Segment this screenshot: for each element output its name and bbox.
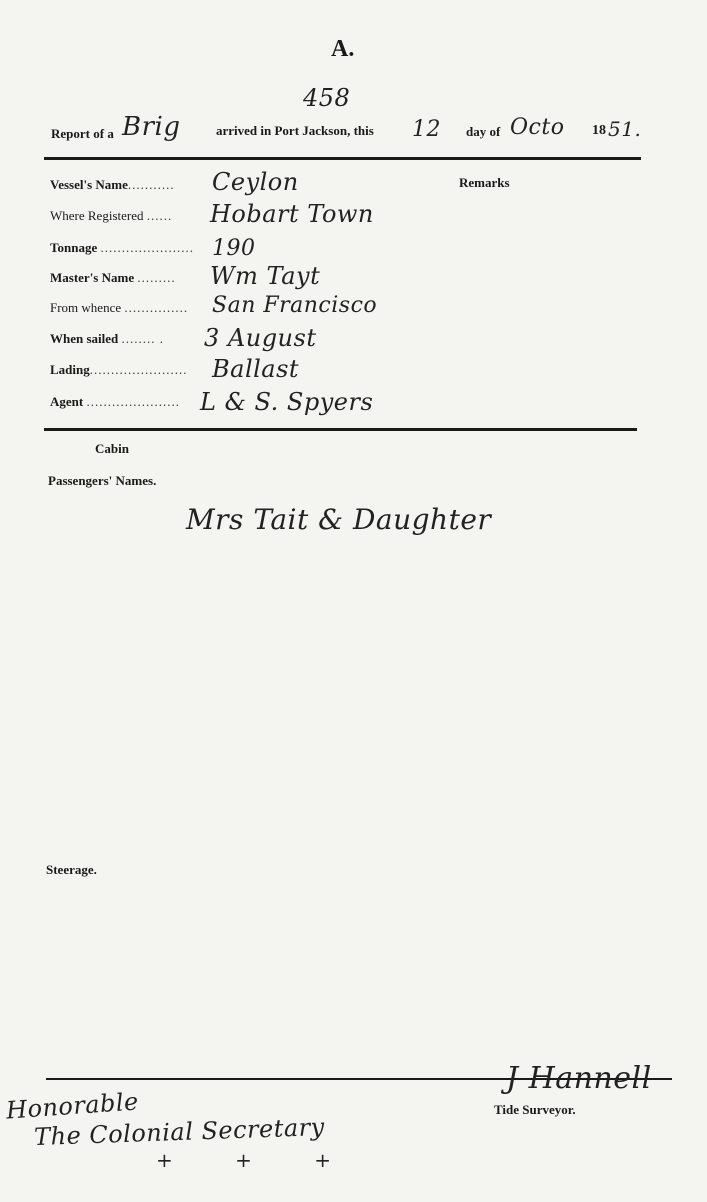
day-of-label: day of [466, 124, 501, 139]
form-letter: A. [331, 36, 355, 62]
remarks-label: Remarks [459, 175, 510, 190]
field-masters-name [50, 270, 176, 286]
surveyor-signature: J Hannell [506, 1061, 652, 1096]
where-registered-value: Hobart Town [210, 200, 374, 228]
field-dots: ........ . [121, 331, 165, 346]
field-dots: ...................... [100, 240, 194, 255]
field-lading [50, 362, 188, 378]
field-label: When sailed [50, 331, 119, 346]
from-whence-value: San Francisco [212, 293, 378, 318]
field-label: Where Registered [50, 208, 144, 223]
lading-value: Ballast [212, 355, 300, 383]
field-label: Master's Name [50, 270, 135, 285]
addressee-marks: + + + [156, 1148, 359, 1172]
arrival-month: Octo [510, 115, 565, 140]
masters-name-value: Wm Tayt [210, 262, 321, 290]
field-label: Agent [50, 394, 84, 409]
field-label: Lading [50, 362, 90, 377]
field-dots: ........... [127, 177, 175, 192]
field-from-whence [50, 300, 188, 316]
when-sailed-value: 3 August [204, 324, 317, 352]
field-label: Vessel's Name [50, 177, 128, 192]
tonnage-value: 190 [212, 236, 256, 261]
header-rule [44, 157, 641, 160]
field-when-sailed [50, 331, 164, 347]
field-label: From whence [50, 300, 122, 315]
field-agent [50, 394, 180, 410]
field-tonnage [50, 240, 194, 256]
year-prefix: 18 [592, 123, 606, 138]
field-dots: ...................... [86, 394, 180, 409]
cabin-passengers-value: Mrs Tait & Daughter [186, 503, 492, 536]
field-dots: ...... [146, 208, 173, 223]
agent-value: L & S. Spyers [200, 388, 374, 416]
field-dots: ....................... [89, 362, 188, 377]
arrived-label: arrived in Port Jackson, this [216, 123, 374, 138]
steerage-label: Steerage. [46, 862, 97, 877]
vessel-name-value: Ceylon [212, 168, 299, 196]
field-label: Tonnage [50, 240, 98, 255]
field-dots: ............... [124, 300, 189, 315]
addressee-line2: The Colonial Secretary [33, 1112, 326, 1152]
fields-bottom-rule [44, 428, 637, 431]
report-number: 458 [303, 84, 351, 112]
arrival-day: 12 [412, 117, 441, 142]
field-dots: ......... [137, 270, 176, 285]
cabin-label: Cabin [95, 441, 129, 456]
vessel-type: Brig [122, 112, 181, 142]
report-of-label: Report of a [51, 126, 114, 141]
passengers-label: Passengers' Names. [48, 473, 157, 488]
addressee-line1: Honorable [5, 1087, 140, 1125]
year-suffix: 51. [608, 117, 642, 141]
tide-surveyor-label: Tide Surveyor. [494, 1102, 576, 1117]
field-vessel-name [50, 177, 175, 193]
field-where-registered [50, 208, 172, 224]
